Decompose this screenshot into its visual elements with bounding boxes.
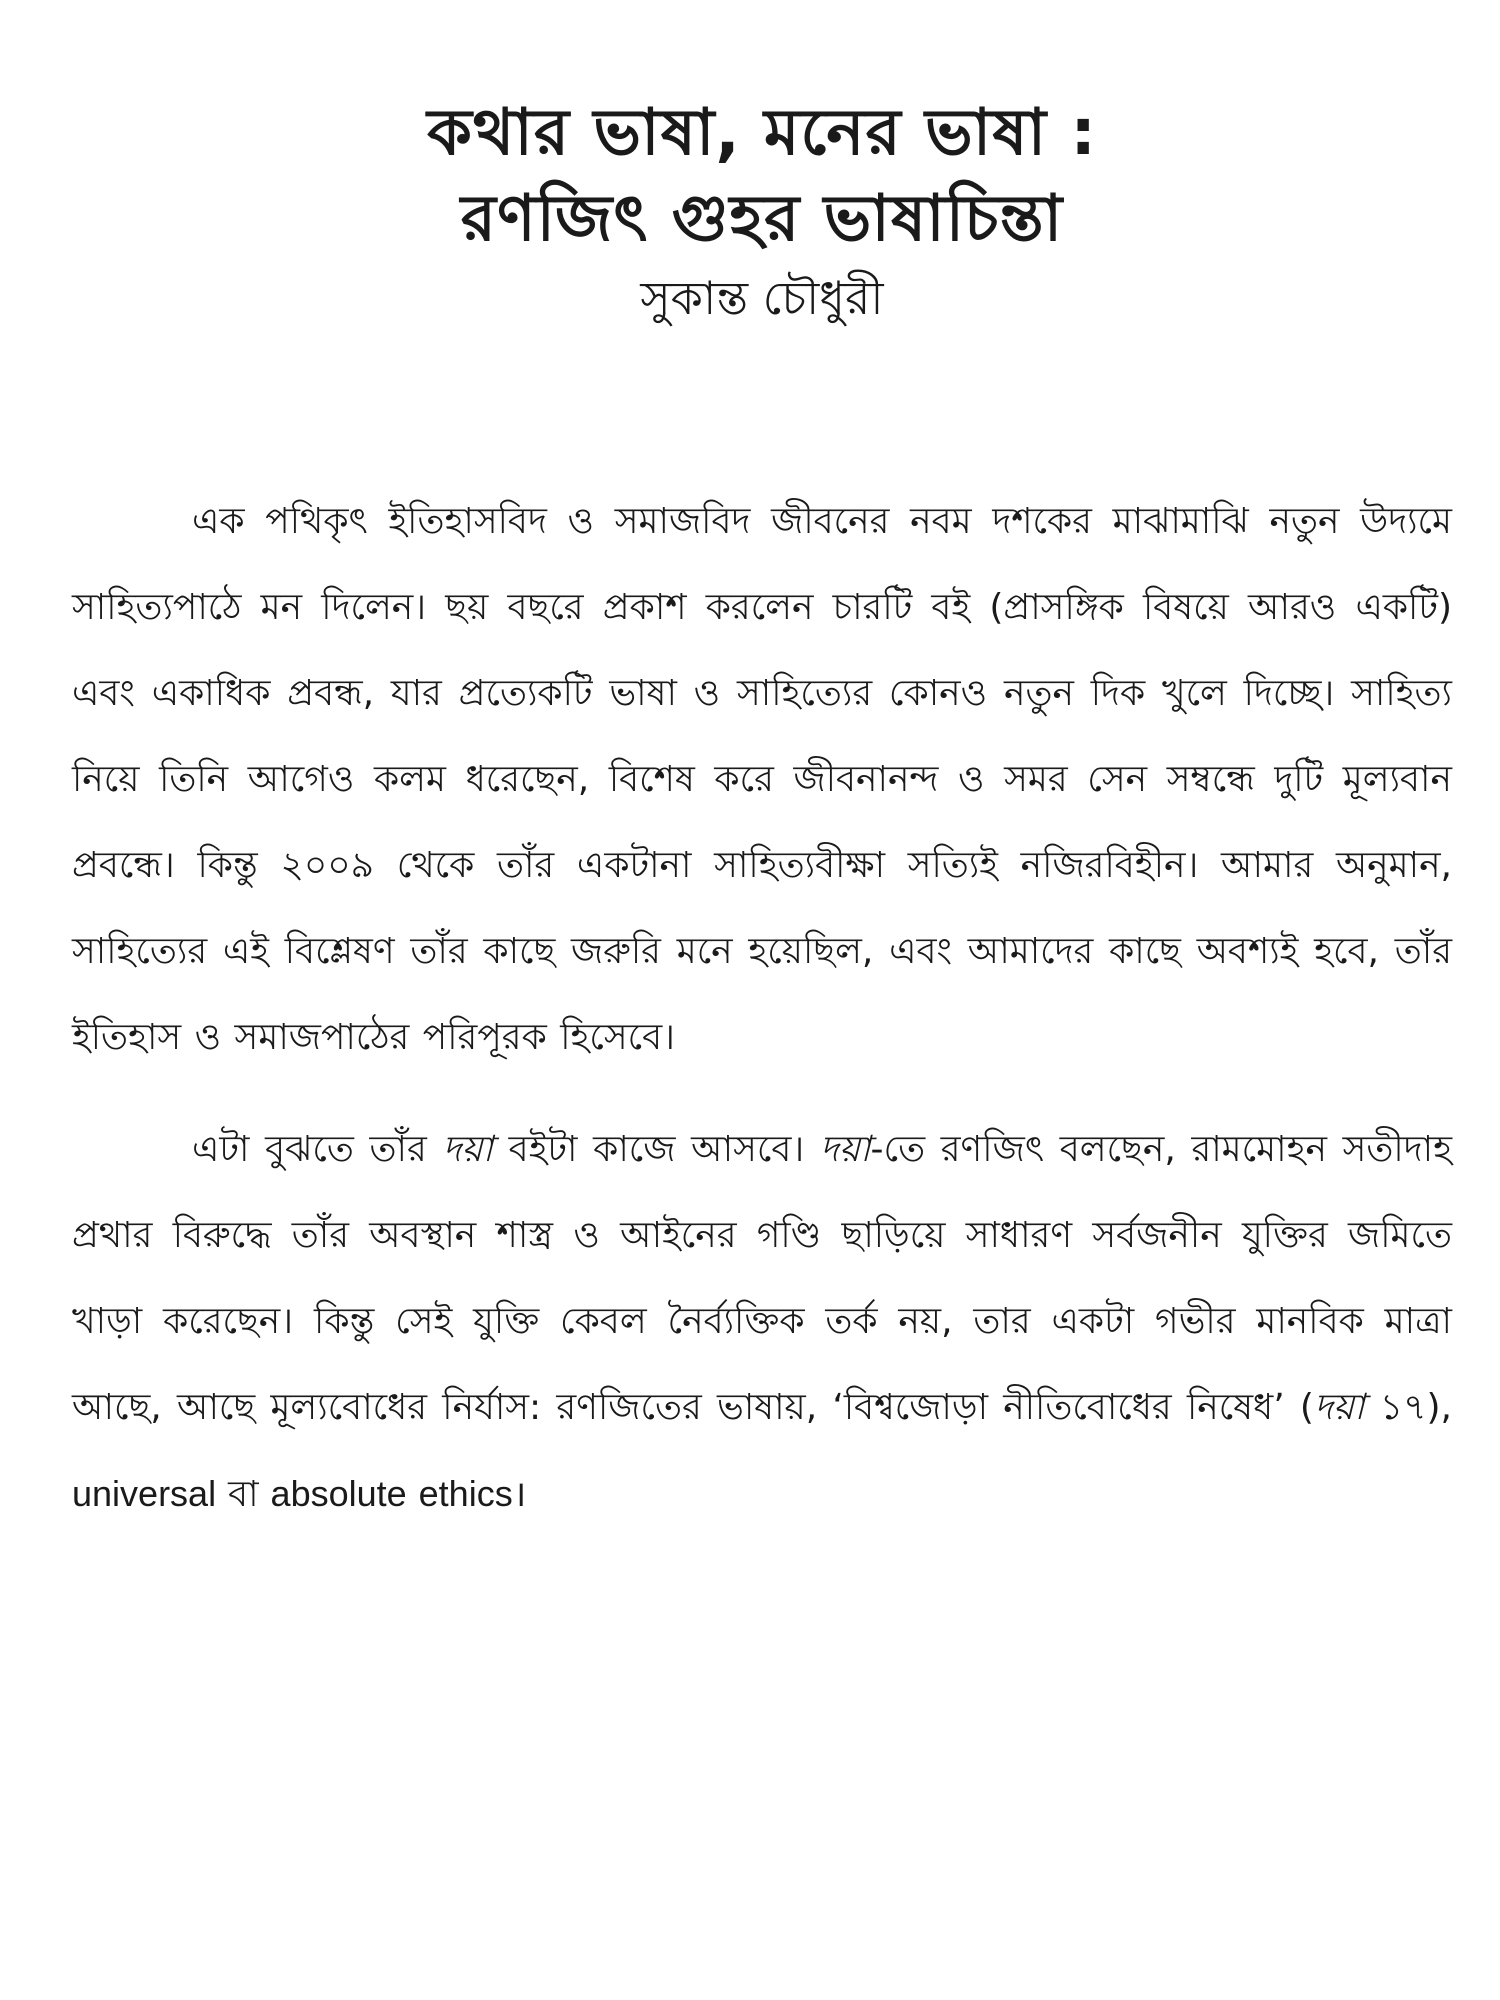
article-title [72, 90, 1452, 263]
document-page [72, 90, 1452, 1970]
paragraph-2-end: । [512, 1473, 527, 1515]
book-title-daya: দয়া [442, 1128, 493, 1170]
paragraph-2-text-1: এটা বুঝতে তাঁর [192, 1128, 443, 1170]
latin-phrase: universal বা absolute ethics [72, 1472, 513, 1514]
paragraph-2-text-3: -তে রণজিৎ বলছেন, রামমোহন সতীদাহ প্রথার বিরুদ্ধে তাঁর অবস্থান শাস্ত্র ও আইনের গণ্ডি ছাড়িয়ে সাধারণ সর্বজনীন যুক্তির জমিতে খাড়া করেছেন। কিন্তু সেই যুক্তি কেবল নৈর্ব্যক্তিক তর্ক নয়, তার একটা গভীর মানবিক মাত্রা আছে, আছে মূল্যবোধের নির্যাস: রণজিতের ভাষায়, ‘বিশ্বজোড়া নীতিবোধের নিষেধ’ ( [72, 1128, 1452, 1428]
paragraph-1: এক পথিকৃৎ ইতিহাসবিদ ও সমাজবিদ জীবনের নবম দশকের মাঝামাঝি নতুন উদ্যমে সাহিত্যপাঠে মন দিলেন। ছয় বছরে প্রকাশ করলেন চারটি বই (প্রাসঙ্গিক বিষয়ে আরও একটি) এবং একাধিক প্রবন্ধ, যার প্রত্যেকটি ভাষা ও সাহিত্যের কোনও নতুন দিক খুলে দিচ্ছে। সাহিত্য নিয়ে তিনি আগেও কলম ধরেছেন, বিশেষ করে জীবনানন্দ ও সমর সেন সম্বন্ধে দুটি মূল্যবান প্রবন্ধে। কিন্তু ২০০৯ থেকে তাঁর একটানা সাহিত্যবীক্ষা সত্যিই নজিরবিহীন। আমার অনুমান, সাহিত্যের এই বিশ্লেষণ তাঁর কাছে জরুরি মনে হয়েছিল, এবং আমাদের কাছে অবশ্যই হবে, তাঁর ইতিহাস ও সমাজপাঠের পরিপূরক হিসেবে। [72, 500, 1452, 1058]
title-line-1: কথার ভাষা, মনের ভাষা : [427, 96, 1097, 170]
author-name: সুকান্ত চৌধুরী [640, 270, 884, 325]
book-title-daya: দয়া [819, 1128, 871, 1170]
title-line-2: রণজিৎ গুহর ভাষাচিন্তা [460, 182, 1064, 257]
article-body [72, 479, 1452, 1538]
paragraph-2-text-4: ১৭), [1364, 1386, 1452, 1428]
paragraph-2-text-2: বইটা কাজে আসবে। [493, 1128, 820, 1170]
book-title-daya: দয়া [1313, 1386, 1365, 1428]
paragraph-2 [72, 1107, 1452, 1538]
